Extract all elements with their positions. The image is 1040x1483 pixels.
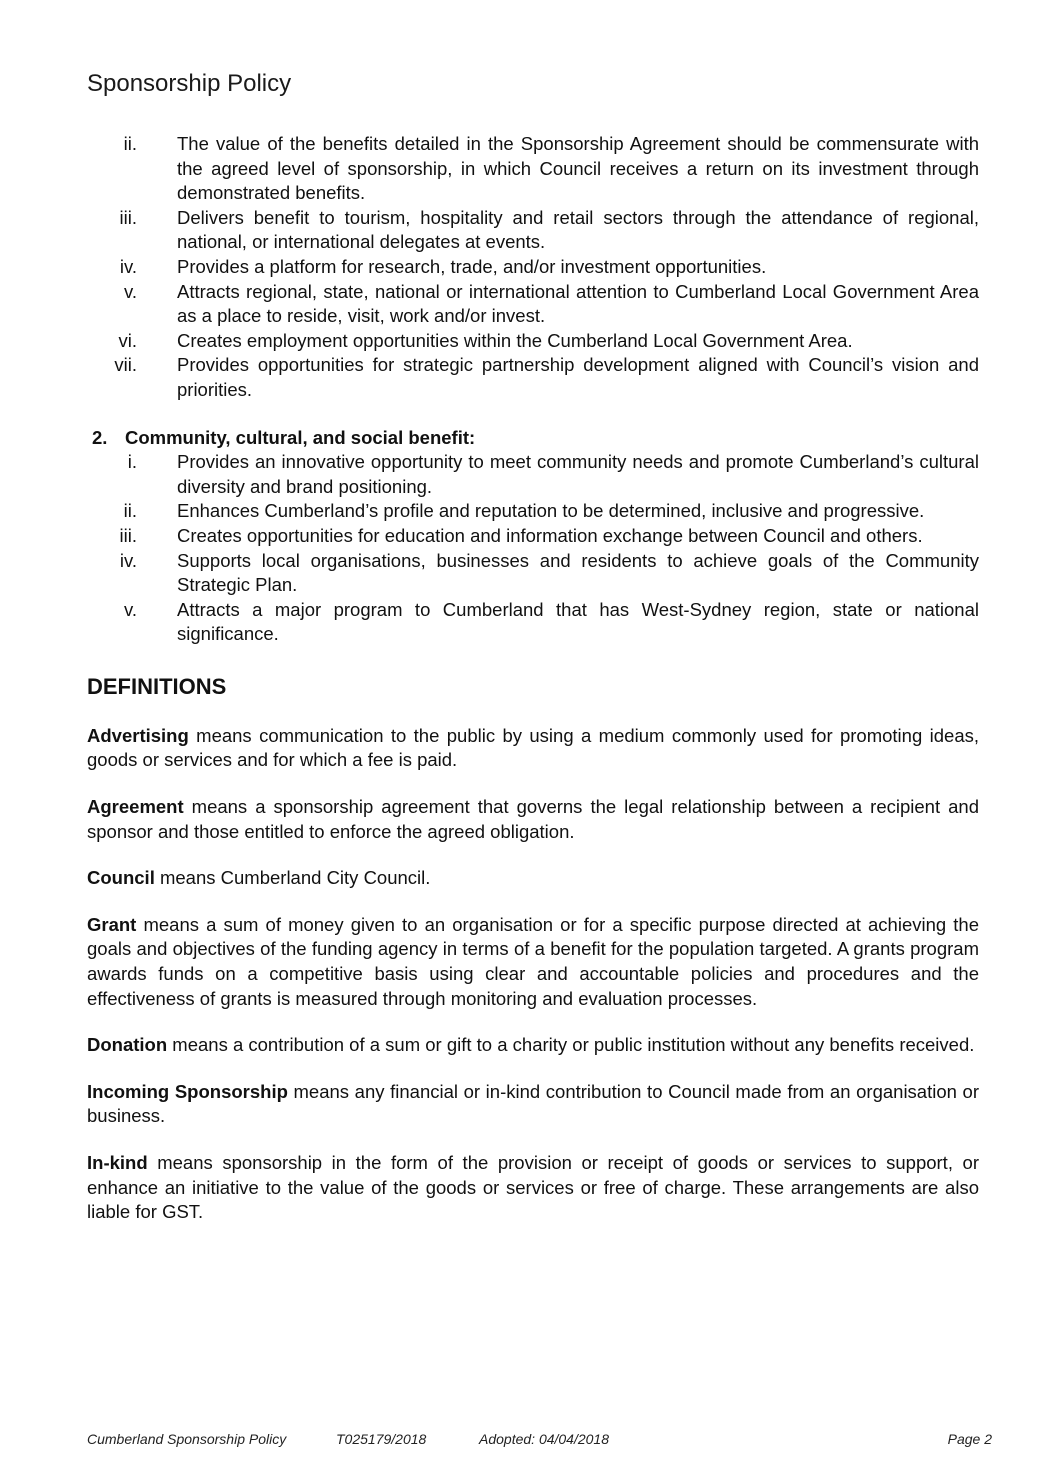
list-item-number: v. — [123, 280, 137, 302]
community-benefit-list — [87, 450, 979, 647]
list-item-text: Provides a platform for research, trade, and/or investment opportunities. — [177, 255, 767, 277]
list-item — [87, 329, 979, 354]
list-item-text: Attracts a major program to Cumberland that has West-Sydney region, state or national significance. — [177, 598, 979, 645]
list-item — [87, 524, 979, 549]
definition-text: means communication to the public by using a medium commonly used for promoting ideas, goods or services and for which a fee is paid. — [87, 724, 979, 771]
definition-grant — [87, 913, 979, 1011]
definition-term: Council — [87, 867, 155, 889]
list-item-number: iii. — [119, 206, 137, 228]
list-item — [87, 280, 979, 329]
list-item-number: iv. — [119, 549, 137, 571]
definition-term: Incoming Sponsorship — [87, 1080, 288, 1102]
list-item-number: ii. — [123, 133, 137, 154]
footer-document-name: Cumberland Sponsorship Policy — [87, 1431, 287, 1447]
definition-term: Grant — [87, 913, 137, 935]
definition-incoming-sponsorship — [87, 1080, 979, 1129]
list-item-number: v. — [123, 598, 137, 620]
list-item — [87, 132, 979, 206]
list-item-number: iv. — [119, 255, 137, 277]
definitions-heading: DEFINITIONS — [87, 673, 227, 699]
list-item-text: Attracts regional, state, national or international attention to Cumberland Local Government Area as a place to reside, visit, work and/or invest. — [177, 280, 979, 327]
list-item-text: Creates opportunities for education and information exchange between Council and others. — [177, 524, 923, 546]
definition-term: Advertising — [87, 724, 189, 746]
definition-council — [87, 866, 979, 891]
list-item — [87, 206, 979, 255]
economic-benefit-list — [87, 132, 979, 403]
definition-agreement — [87, 795, 979, 844]
document-body — [87, 132, 979, 1243]
list-item-number: iii. — [119, 524, 137, 546]
list-item — [87, 549, 979, 598]
list-item-number: i. — [127, 451, 137, 473]
definition-text: means a sponsorship agreement that governs the legal relationship between a recipient and sponsor and those entitled to enforce the agreed obligation. — [87, 796, 979, 842]
list-item — [87, 255, 979, 280]
footer-reference: T025179/2018 — [336, 1431, 427, 1447]
list-item-text: Supports local organisations, businesses and residents to achieve goals of the Community Strategic Plan. — [177, 549, 979, 596]
page-title: Sponsorship Policy — [87, 70, 292, 97]
definitions-list — [87, 724, 979, 1225]
list-item — [87, 450, 979, 499]
list-item — [87, 598, 979, 647]
list-item-text: Enhances Cumberland’s profile and reputation to be determined, inclusive and progressive. — [177, 500, 925, 522]
list-item-text: The value of the benefits detailed in the Sponsorship Agreement should be commensurate with the agreed level of sponsorship, in which Council receives a return on its investment through demonstrated benefits. — [177, 133, 979, 204]
definition-in-kind — [87, 1151, 979, 1225]
definition-text: means sponsorship in the form of the provision or receipt of goods or services to support, or enhance an initiative to the value of the goods or services or free of charge. These arrangements are also liable for GST. — [87, 1152, 979, 1223]
footer-adopted-date: Adopted: 04/04/2018 — [479, 1431, 610, 1447]
definition-term: Donation — [87, 1034, 168, 1056]
definition-advertising — [87, 724, 979, 773]
list-item-text: Creates employment opportunities within the Cumberland Local Government Area. — [177, 329, 853, 351]
section-number: 2. — [92, 426, 108, 448]
definition-text: means a contribution of a sum or gift to a charity or public institution without any benefits received. — [167, 1034, 975, 1056]
list-item — [87, 353, 979, 402]
definition-donation — [87, 1033, 979, 1058]
definition-term: Agreement — [87, 796, 184, 818]
definition-text: means Cumberland City Council. — [154, 867, 431, 889]
list-item-number: vii. — [114, 354, 137, 376]
definition-term: In-kind — [87, 1152, 148, 1173]
definition-text: means any financial or in-kind contribution to Council made from an organisation or business. — [87, 1080, 979, 1127]
list-item-text: Delivers benefit to tourism, hospitality and retail sectors through the attendance of regional, national, or international delegates at events. — [177, 206, 979, 253]
list-item-number: vi. — [118, 329, 137, 351]
section-heading-text: Community, cultural, and social benefit: — [125, 426, 476, 448]
list-item-number: ii. — [123, 500, 137, 522]
list-item-text: Provides an innovative opportunity to meet community needs and promote Cumberland’s cultural diversity and brand positioning. — [177, 451, 979, 497]
list-item-text: Provides opportunities for strategic partnership development aligned with Council’s vision and priorities. — [177, 354, 979, 400]
definition-text: means a sum of money given to an organisation or for a specific purpose directed at achieving the goals and objectives of the funding agency in terms of a benefit for the population targeted. A grants program awards funds on a competitive basis using clear and accountable policies and procedures and the effectiveness of grants is measured through monitoring and evaluation processes. — [87, 913, 979, 1009]
footer-page-number: Page 2 — [947, 1431, 992, 1447]
community-section-heading — [87, 426, 979, 451]
list-item — [87, 499, 979, 524]
